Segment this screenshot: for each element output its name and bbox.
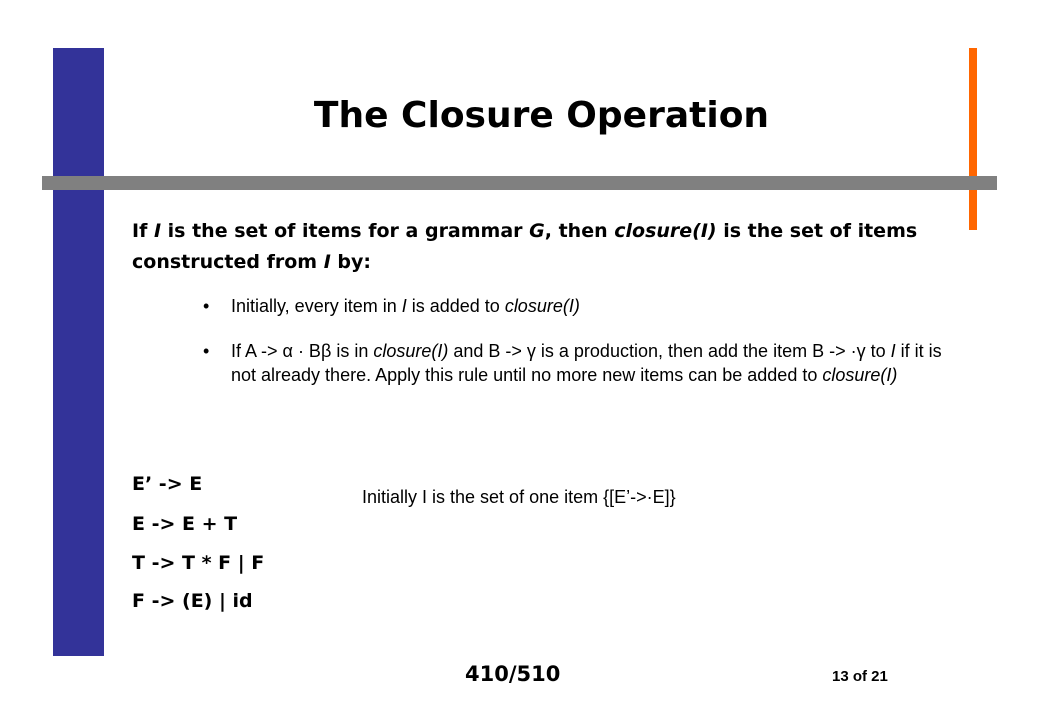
slide-title: The Closure Operation bbox=[313, 95, 770, 136]
grammar-rule-augmented: E’ -> E bbox=[132, 473, 203, 495]
initial-item-note: Initially I is the set of one item {[E’->·E]} bbox=[362, 487, 676, 507]
bullet-dot: • bbox=[203, 341, 210, 361]
intro-paragraph: If I is the set of items for a grammar G, then closure(I) is the set of items constructed from I by: bbox=[132, 220, 918, 273]
left-decor-bar bbox=[53, 48, 104, 656]
right-accent-bar bbox=[969, 48, 977, 230]
bullet-initial bbox=[203, 294, 963, 318]
grammar-rule-f: F -> (E) | id bbox=[132, 590, 253, 612]
bullet-text: If A -> α · Bβ is in closure(I) and B -> γ is a production, then add the item B -> ·γ to I if it is not already there. Apply this rule until no more new items can be added to closure(I) bbox=[231, 341, 942, 385]
bullet-rule bbox=[203, 339, 963, 387]
page-number: 13 of 21 bbox=[832, 668, 888, 685]
grammar-rule-t: T -> T * F | F bbox=[132, 552, 265, 574]
title-divider bbox=[42, 176, 997, 190]
course-number: 410/510 bbox=[465, 662, 561, 686]
grammar-rule-e: E -> E + T bbox=[132, 513, 238, 535]
bullet-text: Initially, every item in I is added to closure(I) bbox=[231, 296, 580, 316]
bullet-dot: • bbox=[203, 296, 210, 316]
